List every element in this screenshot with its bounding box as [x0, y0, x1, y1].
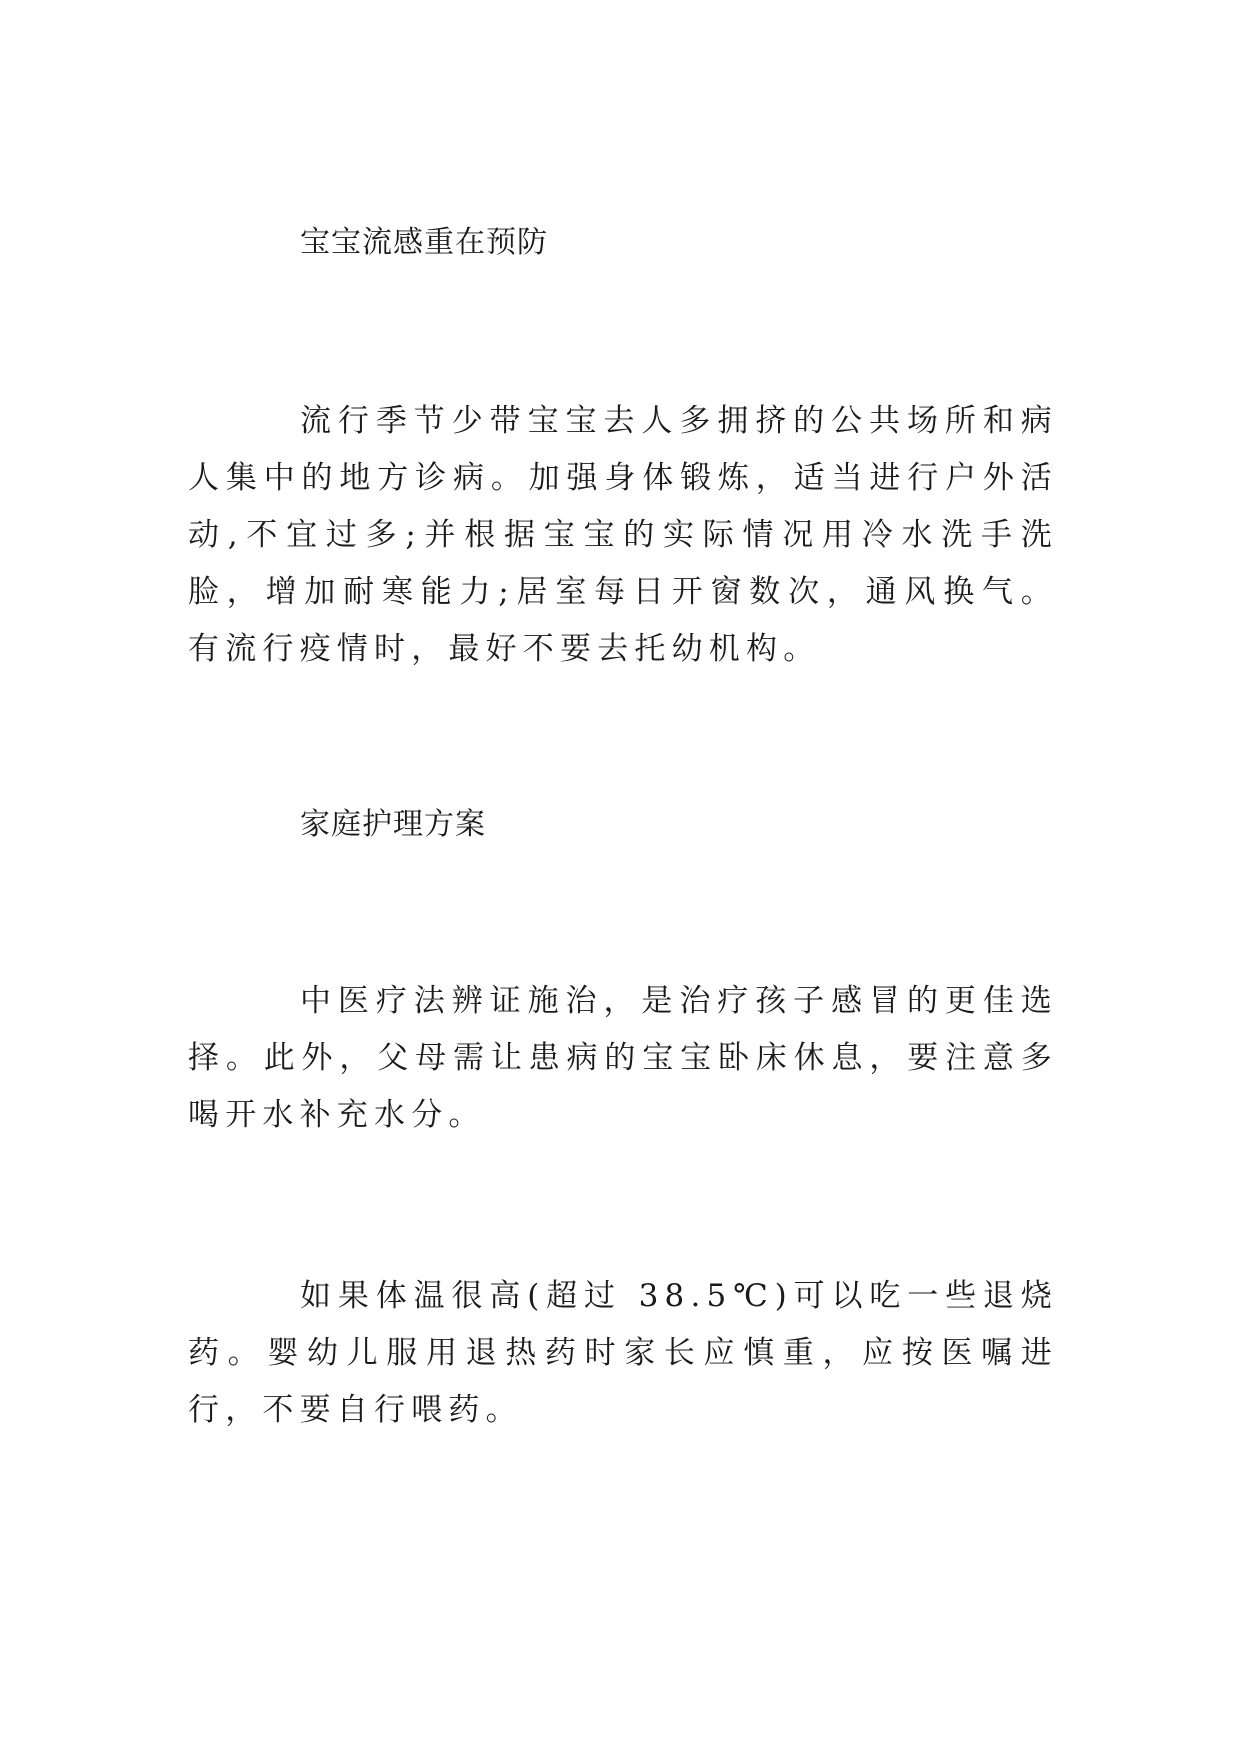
section-heading-prevention: 宝宝流感重在预防 — [300, 225, 548, 260]
paragraph-prevention: 流行季节少带宝宝去人多拥挤的公共场所和病人集中的地方诊病。加强身体锻炼，适当进行户外活动,不宜过多;并根据宝宝的实际情况用冷水洗手洗脸，增加耐寒能力;居室每日开窗数次，通风换气。有流行疫情时，最好不要去托幼机构。 — [188, 403, 1058, 667]
section-heading-home-care: 家庭护理方案 — [300, 807, 486, 842]
paragraph-fever-medicine: 如果体温很高(超过 38.5℃)可以吃一些退烧药。婴幼儿服用退热药时家长应慎重，应按医嘱进行，不要自行喂药。 — [188, 1278, 1058, 1428]
paragraph-tcm-treatment: 中医疗法辨证施治，是治疗孩子感冒的更佳选择。此外，父母需让患病的宝宝卧床休息，要注意多喝开水补充水分。 — [188, 983, 1058, 1133]
